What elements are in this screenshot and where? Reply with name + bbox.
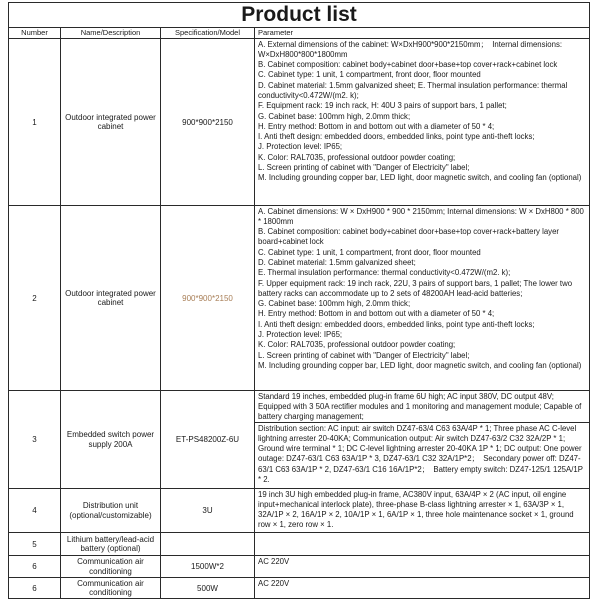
cell-parameter	[255, 206, 589, 390]
parameter-item: B. Cabinet composition: cabinet body+cabinet door+base+top cover+rack+cabinet lock	[258, 60, 558, 70]
product-table	[8, 2, 590, 599]
cell-number: 6	[9, 578, 61, 598]
table-row	[9, 489, 589, 533]
cell-parameter	[255, 391, 589, 488]
table-row	[9, 39, 589, 206]
parameter-item: H. Entry method: Bottom in and bottom out with a diameter of 50 * 4;	[258, 309, 495, 319]
cell-name: Communication air conditioning	[61, 578, 161, 598]
cell-name: Lithium battery/lead-acid battery (optional)	[61, 533, 161, 555]
cell-specification	[161, 533, 255, 555]
parameter-item: J. Protection level: IP65;	[258, 142, 343, 152]
parameter-item: A. External dimensions of the cabinet: W×DxH900*900*2150mm； Internal dimensions: W×DxH800*800*1800mm	[258, 39, 563, 59]
parameter-item: A. Cabinet dimensions: W × DxH900 * 900 * 2150mm; Internal dimensions: W × DxH800 * 800 * 1800mm	[258, 206, 584, 226]
parameter-item: J. Protection level: IP65;	[258, 330, 343, 340]
cell-parameter	[255, 39, 589, 205]
parameter-item: D. Cabinet material: 1.5mm galvanized sheet;	[258, 257, 416, 267]
parameter-item: F. Upper equipment rack: 19 inch rack, 22U, 3 pairs of support bars, 1 pallet; The lower two battery racks can accommodate up to 2 sets of 48200AH lead-acid batteries;	[258, 278, 573, 298]
header-specification-model: Specification/Model	[161, 28, 255, 38]
cell-parameter	[255, 489, 589, 532]
cell-number: 2	[9, 206, 61, 390]
page-title: Product list	[9, 3, 589, 28]
table-header	[9, 28, 589, 39]
parameter-block	[255, 206, 589, 371]
parameter-item: AC 220V	[258, 556, 290, 566]
cell-number: 4	[9, 489, 61, 532]
parameter-item: M. Including grounding copper bar, LED light, door magnetic switch, and cooling fan (optional)	[258, 360, 582, 370]
parameter-item: 19 inch 3U high embedded plug-in frame, AC380V input, 63A/4P × 2 (AC input, oil engine input+mechanical interlock plate), three-phase B-class lightning arrester × 1, 63A/3P × 1, 32A/1P × 2, 16A/1P × 2, 10A/1P × 1, 6A/1P × 1, three hole maintenance socket × 1, ground row × 1, zero row × 1.	[258, 489, 574, 530]
parameter-block	[255, 578, 589, 589]
parameter-item: F. Equipment rack: 19 inch rack, H: 40U 3 pairs of support bars, 1 pallet;	[258, 101, 507, 111]
parameter-item: B. Cabinet composition: cabinet body+cabinet door+base+top cover+rack+battery layer board+cabinet lock	[258, 227, 560, 247]
parameter-item: G. Cabinet base: 100mm high, 2.0mm thick;	[258, 299, 411, 309]
parameter-block	[255, 39, 589, 184]
parameter-item: K. Color: RAL7035, professional outdoor powder coating;	[258, 152, 456, 162]
parameter-item: D. Cabinet material: 1.5mm galvanized sheet; E. Thermal insulation performance: thermal conductivity<0.472W/(m2. k);	[258, 80, 568, 100]
parameter-item: H. Entry method: Bottom in and bottom out with a diameter of 50 * 4;	[258, 121, 495, 131]
cell-specification: 500W	[161, 578, 255, 598]
cell-specification: 1500W*2	[161, 556, 255, 577]
cell-parameter	[255, 556, 589, 577]
parameter-block	[255, 391, 589, 423]
parameter-item: G. Cabinet base: 100mm high, 2.0mm thick;	[258, 111, 411, 121]
cell-name: Distribution unit (optional/customizable)	[61, 489, 161, 532]
parameter-item: C. Cabinet type: 1 unit, 1 compartment, front door, floor mounted	[258, 247, 481, 257]
parameter-block	[255, 556, 589, 567]
table-row	[9, 556, 589, 578]
parameter-item: I. Anti theft design: embedded doors, embedded links, point type anti-theft locks;	[258, 132, 535, 142]
parameter-item: K. Color: RAL7035, professional outdoor powder coating;	[258, 340, 456, 350]
header-name-description: Name/Description	[61, 28, 161, 38]
parameter-item: M. Including grounding copper bar, LED light, door magnetic switch, and cooling fan (optional)	[258, 173, 582, 183]
parameter-item: Distribution section: AC input: air switch DZ47-63/4 C63 63A/4P * 1; Three phase AC C-level lightning arrester 20-40KA; Communication output: Air switch DZ47-63/2 C32 32A/2P * 1; Ground wire terminal * 1; DC C-level lightning arrester 20-40KA 1P * 1; DC output: One power outage: DZ47-63/1 C63 63A/1P * 3, DZ47-63/1 C32 32A/1P*2； Secondary power off: DZ47-63/1 C63 63A/1P * 2, DZ47-63/1 C16 16A/1P*2； Battery empty switch: DZ47-125/1 125A/1P * 2.	[258, 423, 583, 484]
cell-specification: ET-PS48200Z-6U	[161, 391, 255, 488]
cell-name: Communication air conditioning	[61, 556, 161, 577]
parameter-block	[255, 489, 589, 531]
cell-specification: 3U	[161, 489, 255, 532]
cell-number: 5	[9, 533, 61, 555]
table-row	[9, 206, 589, 391]
cell-parameter	[255, 533, 589, 555]
cell-number: 6	[9, 556, 61, 577]
parameter-item: AC 220V	[258, 578, 290, 588]
cell-number: 3	[9, 391, 61, 488]
parameter-item: I. Anti theft design: embedded doors, embedded links, point type anti-theft locks;	[258, 319, 535, 329]
cell-parameter	[255, 578, 589, 598]
cell-specification: 900*900*2150	[161, 206, 255, 390]
cell-name: Outdoor integrated power cabinet	[61, 39, 161, 205]
parameter-item: E. Thermal insulation performance: thermal conductivity<0.472W/(m2. k);	[258, 268, 511, 278]
parameter-block	[255, 533, 589, 534]
parameter-item: C. Cabinet type: 1 unit, 1 compartment, front door, floor mounted	[258, 70, 481, 80]
parameter-item: L. Screen printing of cabinet with "Danger of Electricity" label;	[258, 350, 470, 360]
table-row	[9, 533, 589, 556]
parameter-item: L. Screen printing of cabinet with "Danger of Electricity" label;	[258, 163, 470, 173]
cell-specification: 900*900*2150	[161, 39, 255, 205]
parameter-item: Standard 19 inches, embedded plug-in frame 6U high; AC input 380V, DC output 48V; Equipped with 3 50A rectifier modules and 1 monitoring and management module; Capable of battery charging management;	[258, 391, 582, 422]
header-parameter: Parameter	[258, 28, 294, 37]
cell-number: 1	[9, 39, 61, 205]
cell-name: Outdoor integrated power cabinet	[61, 206, 161, 390]
cell-name: Embedded switch power supply 200A	[61, 391, 161, 488]
table-row	[9, 578, 589, 598]
table-body	[9, 39, 589, 598]
header-number: Number	[9, 28, 61, 38]
parameter-block	[255, 423, 589, 485]
table-row	[9, 391, 589, 489]
